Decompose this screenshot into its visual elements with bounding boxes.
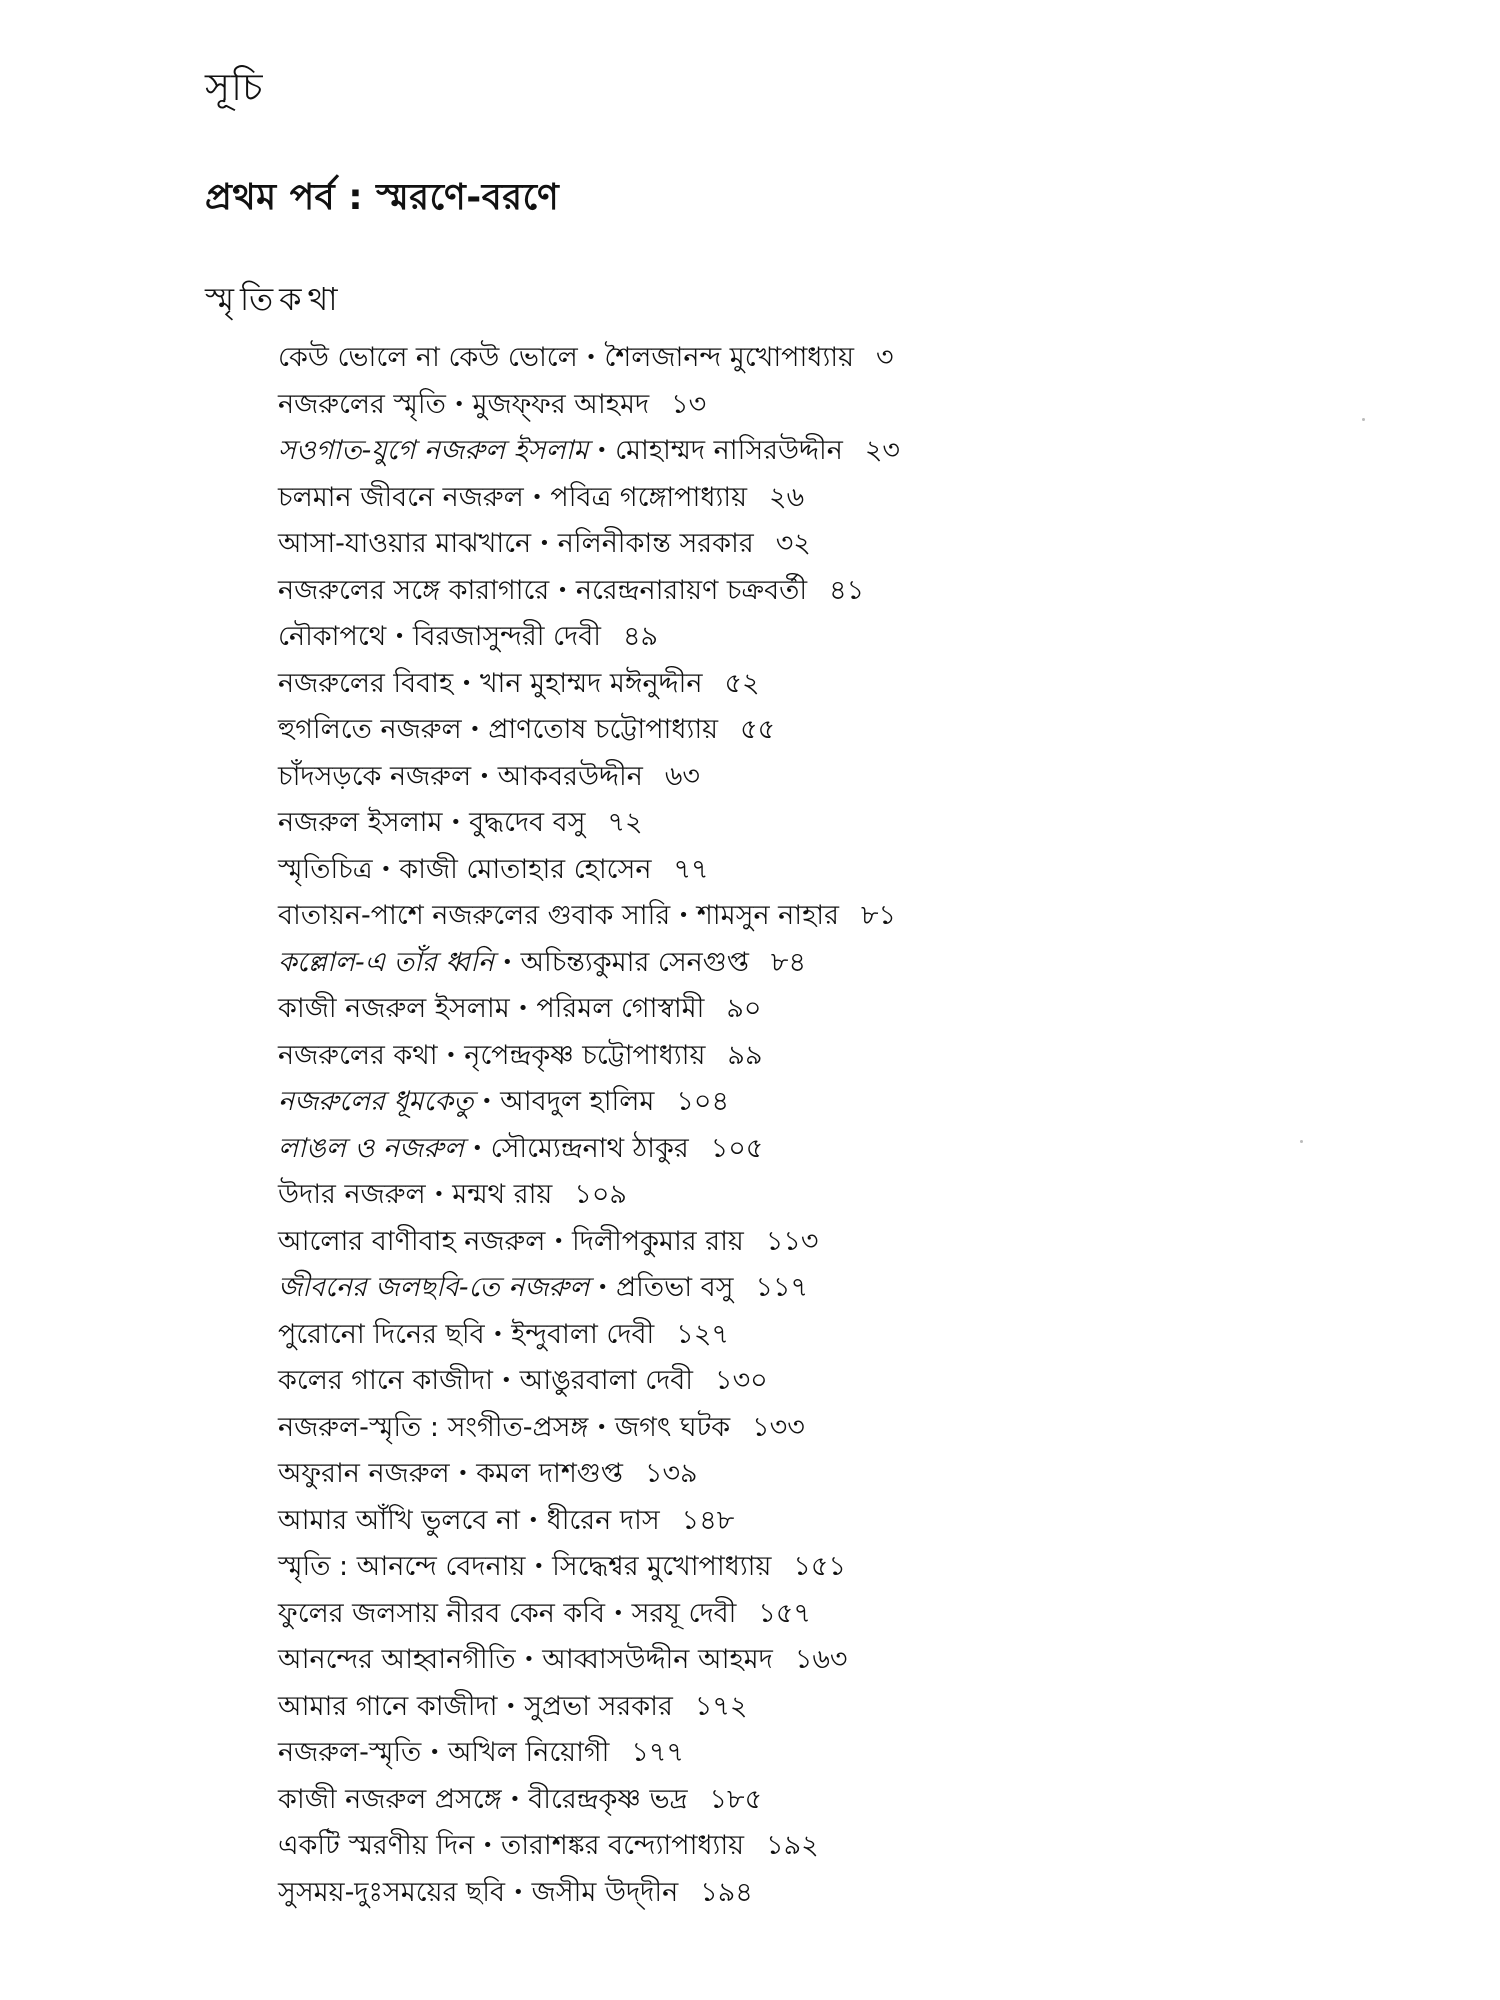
toc-entry	[278, 1777, 1428, 1824]
entry-author: আব্বাসউদ্দীন আহমদ	[542, 1644, 773, 1675]
bullet-separator: •	[500, 1370, 512, 1392]
bullet-separator: •	[539, 533, 550, 555]
toc-entry	[278, 1126, 1428, 1173]
bullet-separator: •	[553, 1230, 564, 1252]
bullet-separator: •	[461, 672, 472, 694]
entry-page-number: ১০৯	[574, 1179, 627, 1210]
entry-author: মুজফ্ফর আহমদ	[472, 388, 650, 420]
toc-entry	[278, 1823, 1428, 1870]
entry-title: অফুরান নজরুল	[278, 1458, 450, 1489]
toc-entry	[278, 754, 1428, 801]
entry-page-number: ১৯২	[766, 1830, 819, 1861]
entry-title: স্মৃতি : আনন্দে বেদনায়	[278, 1551, 526, 1582]
bullet-separator: •	[596, 440, 608, 462]
entry-page-number: ১৭৭	[631, 1737, 684, 1768]
bullet-separator: •	[453, 393, 465, 415]
toc-entry	[278, 335, 1428, 382]
entry-page-number: ৪১	[829, 574, 865, 606]
entry-title: কেউ ভোলে না কেউ ভোলে	[278, 342, 578, 373]
entry-author: বীরেন্দ্রকৃষ্ণ ভদ্র	[528, 1783, 688, 1815]
entry-author: বিরজাসুন্দরী দেবী	[412, 621, 601, 652]
entry-author: জগৎ ঘটক	[614, 1411, 731, 1443]
toc-entry	[278, 1405, 1428, 1452]
toc-entry	[278, 1265, 1428, 1312]
bullet-separator: •	[557, 579, 568, 601]
bullet-separator: •	[479, 765, 490, 787]
entry-title: নজরুল-স্মৃতি	[278, 1737, 422, 1768]
entry-title: বাতায়ন-পাশে নজরুলের গুবাক সারি	[278, 900, 671, 931]
table-of-contents	[278, 335, 1428, 1916]
paper-speck	[1362, 418, 1365, 421]
entry-title: হুগলিতে নজরুল	[278, 714, 462, 745]
page-heading: সূচি	[205, 65, 264, 109]
bullet-separator: •	[513, 1881, 524, 1903]
entry-author: অখিল নিয়োগী	[447, 1737, 610, 1768]
entry-page-number: ১৭২	[694, 1690, 748, 1722]
toc-entry	[278, 893, 1428, 940]
toc-entry	[278, 428, 1428, 475]
entry-author: বুদ্ধদেব বসু	[469, 807, 586, 838]
toc-entry	[278, 382, 1428, 429]
bullet-separator: •	[509, 1788, 521, 1810]
bullet-separator: •	[505, 1695, 517, 1717]
section-title: স্মৃতিকথা	[205, 280, 344, 318]
entry-author: আকবরউদ্দীন	[497, 760, 643, 792]
entry-title: কাজী নজরুল ইসলাম	[278, 993, 510, 1024]
entry-author: নৃপেন্দ্রকৃষ্ণ চট্টোপাধ্যায়	[464, 1039, 706, 1071]
entry-page-number: ১৫৭	[758, 1597, 811, 1629]
bullet-separator: •	[613, 1602, 624, 1624]
bullet-separator: •	[523, 1649, 535, 1671]
entry-author: সরযূ দেবী	[631, 1597, 737, 1629]
entry-title: কল্লোল-এ তাঁর ধ্বনি	[278, 946, 494, 978]
entry-page-number: ৪৯	[622, 621, 658, 652]
toc-entry	[278, 986, 1428, 1033]
entry-page-number: ১০৪	[676, 1086, 730, 1117]
entry-page-number: ১৩	[671, 388, 707, 420]
entry-author: সিদ্ধেশ্বর মুখোপাধ্যায়	[552, 1551, 772, 1582]
entry-page-number: ৩	[876, 342, 894, 373]
entry-title: সওগাত-যুগে নজরুল ইসলাম	[278, 435, 589, 466]
entry-author: পরিমল গোস্বামী	[536, 993, 705, 1024]
entry-title: নজরুলের কথা	[278, 1039, 438, 1071]
bullet-separator: •	[429, 1742, 440, 1764]
bullet-separator: •	[492, 1323, 504, 1345]
entry-page-number: ৮১	[860, 900, 897, 931]
entry-page-number: ৮৪	[770, 946, 806, 978]
entry-title: সুসময়-দুঃসময়ের ছবি	[278, 1876, 506, 1908]
entry-author: জসীম উদ্‌দীন	[531, 1876, 679, 1908]
bullet-separator: •	[585, 347, 597, 369]
entry-title: নজরুলের বিবাহ	[278, 667, 454, 699]
entry-title: নজরুল-স্মৃতি : সংগীত-প্রসঙ্গ	[278, 1411, 589, 1443]
bullet-separator: •	[597, 1277, 608, 1299]
toc-entry	[278, 661, 1428, 708]
toc-entry	[278, 1172, 1428, 1219]
entry-page-number: ৬৩	[664, 760, 700, 792]
entry-page-number: ২৬	[769, 481, 805, 513]
entry-page-number: ১৩৩	[752, 1411, 805, 1443]
entry-title: পুরোনো দিনের ছবি	[278, 1318, 485, 1350]
bullet-separator: •	[481, 1091, 493, 1113]
entry-title: আসা-যাওয়ার মাঝখানে	[278, 528, 532, 559]
bullet-separator: •	[531, 486, 543, 508]
toc-entry	[278, 1637, 1428, 1684]
entry-title: লাঙল ও নজরুল	[278, 1132, 465, 1164]
entry-page-number: ১৫১	[793, 1551, 846, 1582]
entry-title: আলোর বাণীবাহ নজরুল	[278, 1225, 546, 1257]
part-title: প্রথম পর্ব : স্মরণে-বরণে	[205, 177, 560, 218]
paper-speck	[1300, 1140, 1303, 1143]
bullet-separator: •	[596, 1416, 607, 1438]
bullet-separator: •	[380, 858, 392, 880]
toc-entry	[278, 475, 1428, 522]
entry-author: নরেন্দ্রনারায়ণ চক্রবর্তী	[575, 574, 808, 606]
entry-author: কমল দাশগুপ্ত	[476, 1458, 623, 1489]
toc-entry	[278, 1870, 1428, 1917]
entry-author: পবিত্র গঙ্গোপাধ্যায়	[550, 481, 748, 513]
bullet-separator: •	[482, 1835, 493, 1857]
entry-title: আমার আঁখি ভুলবে না	[278, 1504, 520, 1536]
toc-entry	[278, 1312, 1428, 1359]
entry-author: নলিনীকান্ত সরকার	[557, 528, 754, 559]
toc-entry	[278, 1591, 1428, 1638]
entry-page-number: ১৮৫	[709, 1783, 763, 1815]
bullet-separator: •	[472, 1137, 483, 1159]
bullet-separator: •	[457, 1463, 469, 1485]
entry-author: সুপ্রভা সরকার	[524, 1690, 673, 1722]
toc-entry	[278, 1033, 1428, 1080]
bullet-separator: •	[501, 951, 513, 973]
toc-entry	[278, 1544, 1428, 1591]
entry-author: আবদুল হালিম	[500, 1086, 655, 1117]
entry-page-number: ৩২	[775, 528, 811, 559]
entry-page-number: ৯৯	[727, 1039, 763, 1071]
bullet-separator: •	[527, 1509, 539, 1531]
bullet-separator: •	[445, 1044, 457, 1066]
entry-author: সৌম্যেন্দ্রনাথ ঠাকুর	[490, 1132, 689, 1164]
entry-author: শৈলজানন্দ মুখোপাধ্যায়	[604, 342, 855, 373]
entry-title: কলের গানে কাজীদা	[278, 1365, 493, 1396]
entry-page-number: ১১৭	[755, 1272, 809, 1303]
entry-author: অচিন্ত্যকুমার সেনগুপ্ত	[520, 946, 749, 978]
toc-entry	[278, 1358, 1428, 1405]
toc-entry	[278, 940, 1428, 987]
entry-page-number: ৫৫	[740, 714, 776, 745]
entry-title: আমার গানে কাজীদা	[278, 1690, 498, 1722]
entry-page-number: ১৩০	[715, 1365, 768, 1396]
entry-title: চাঁদসড়কে নজরুল	[278, 760, 472, 792]
toc-entry	[278, 1219, 1428, 1266]
entry-author: আঙুরবালা দেবী	[519, 1365, 694, 1396]
entry-page-number: ১০৫	[710, 1132, 764, 1164]
entry-page-number: ১৯৪	[700, 1876, 753, 1908]
bullet-separator: •	[450, 812, 462, 834]
entry-title: ফুলের জলসায় নীরব কেন কবি	[278, 1597, 606, 1629]
entry-page-number: ১৪৮	[681, 1504, 735, 1536]
toc-entry	[278, 521, 1428, 568]
entry-author: খান মুহাম্মদ মঈনুদ্দীন	[479, 667, 703, 699]
entry-page-number: ১২৭	[676, 1318, 729, 1350]
entry-author: শামসুন নাহার	[696, 900, 839, 931]
bullet-separator: •	[433, 1184, 445, 1206]
toc-entry	[278, 1498, 1428, 1545]
entry-author: তারাশঙ্কর বন্দ্যোপাধ্যায়	[500, 1830, 745, 1861]
entry-title: কাজী নজরুল প্রসঙ্গে	[278, 1783, 502, 1815]
toc-entry	[278, 1079, 1428, 1126]
entry-author: প্রতিভা বসু	[615, 1272, 734, 1303]
entry-title: চলমান জীবনে নজরুল	[278, 481, 524, 513]
entry-author: ইন্দুবালা দেবী	[511, 1318, 655, 1350]
toc-entry	[278, 1730, 1428, 1777]
entry-page-number: ২৩	[864, 435, 900, 466]
bullet-separator: •	[394, 626, 405, 648]
entry-page-number: ৭৭	[673, 853, 709, 885]
entry-title: স্মৃতিচিত্র	[278, 853, 373, 885]
entry-author: ধীরেন দাস	[546, 1504, 660, 1536]
bullet-separator: •	[517, 998, 529, 1020]
bullet-separator: •	[469, 719, 481, 741]
entry-title: নজরুলের ধূমকেতু	[278, 1086, 474, 1117]
entry-author: কাজী মোতাহার হোসেন	[399, 853, 652, 885]
entry-title: নজরুলের সঙ্গে কারাগারে	[278, 574, 550, 606]
bullet-separator: •	[533, 1556, 545, 1578]
entry-title: একটি স্মরণীয় দিন	[278, 1830, 475, 1861]
toc-entry	[278, 707, 1428, 754]
entry-page-number: ৫২	[724, 667, 760, 699]
toc-entry	[278, 1684, 1428, 1731]
entry-page-number: ১১৩	[765, 1225, 819, 1257]
entry-title: নৌকাপথে	[278, 621, 387, 652]
toc-entry	[278, 568, 1428, 615]
entry-title: নজরুল ইসলাম	[278, 807, 443, 838]
entry-page-number: ৭২	[607, 807, 643, 838]
entry-page-number: ১৩৯	[644, 1458, 698, 1489]
entry-title: নজরুলের স্মৃতি	[278, 388, 446, 420]
toc-entry	[278, 1451, 1428, 1498]
entry-author: মোহাম্মদ নাসিরউদ্দীন	[615, 435, 843, 466]
bullet-separator: •	[678, 905, 689, 927]
toc-entry	[278, 800, 1428, 847]
entry-author: দিলীপকুমার রায়	[572, 1225, 744, 1257]
entry-title: আনন্দের আহ্বানগীতি	[278, 1644, 516, 1675]
entry-title: জীবনের জলছবি-তে নজরুল	[278, 1272, 590, 1303]
toc-entry	[278, 847, 1428, 894]
entry-author: মন্মথ রায়	[452, 1179, 553, 1210]
entry-title: উদার নজরুল	[278, 1179, 426, 1210]
entry-page-number: ১৬৩	[794, 1644, 848, 1675]
toc-entry	[278, 614, 1428, 661]
entry-page-number: ৯০	[726, 993, 762, 1024]
entry-author: প্রাণতোষ চট্টোপাধ্যায়	[488, 714, 719, 745]
